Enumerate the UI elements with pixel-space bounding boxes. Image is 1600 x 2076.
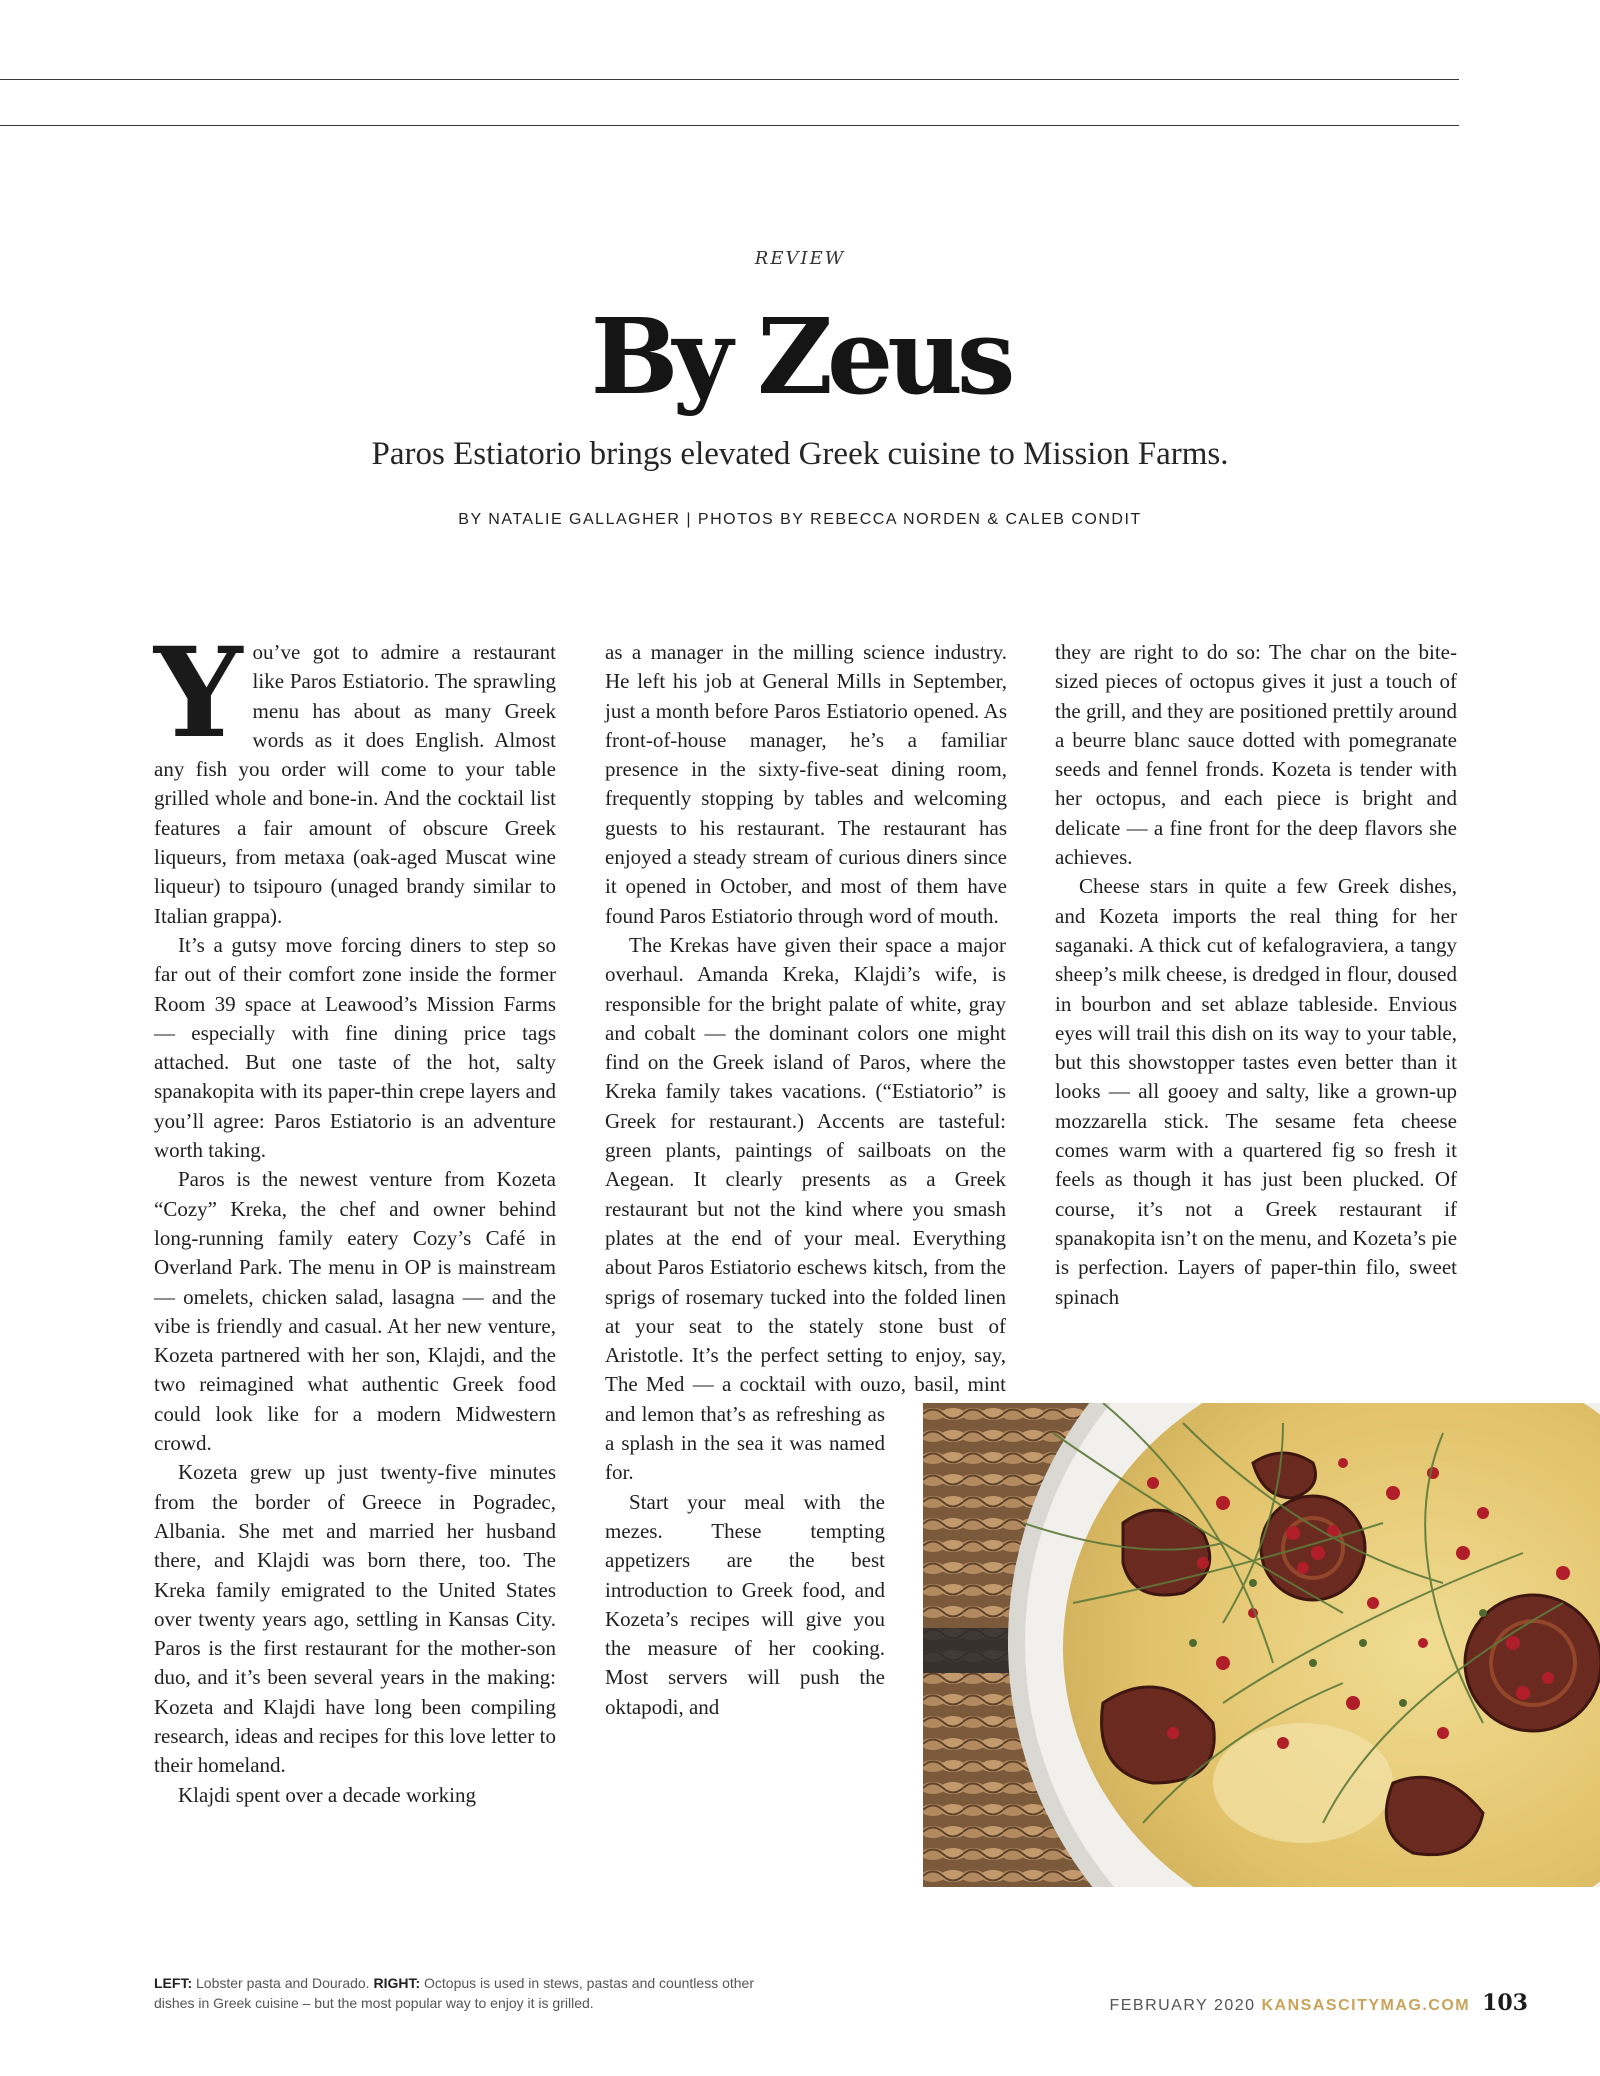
octopus-photo (923, 1403, 1600, 1887)
page-number: 103 (1482, 1990, 1528, 2016)
photo-caption (154, 1973, 774, 2013)
headline: By Zeus (590, 295, 1010, 418)
caption-right-label: RIGHT: (373, 1975, 421, 1991)
paragraph: The Krekas have given their space a major overhaul. Amanda Kreka, Klajdi’s wife, is responsible for the bright palate of white, gray and cobalt — the dominant colors one might find on the Greek island of Paros, where the Kreka family takes vacations. (“Estiatorio” is Greek for restaurant.) Accents are tasteful: green plants, paintings of sailboats on the Aegean. It clearly presents as a Greek restaurant but not the kind where you smash plates at the end of your meal. Everything about Paros Estiatorio eschews kitsch, from the sprigs of rosemary tucked into the folded linen at your seat to the stately stone bust of Aristotle. It’s the perfect setting to enjoy, say, The Med — a cocktail with ouzo, basil, mint and lemon that’s as refreshing as a splash in the sea it was named for. (605, 932, 1006, 1485)
caption-right-text: Octopus is used in stews, pastas and countless other dishes in Greek cuisine – but the most popular way to enjoy it is grilled. (154, 1975, 754, 2011)
paragraph: they are right to do so: The char on the bite-sized pieces of octopus gives it just a touch of the grill, and they are positioned prettily around a beurre blanc sauce dotted with pomegranate seeds and fennel fronds. Kozeta is tender with her octopus, and each piece is bright and delicate — a fine front for the deep flavors she achieves. (1055, 640, 1457, 870)
paragraph: You’ve got to admire a restaurant like Paros Estiatorio. The sprawling menu has about as many Greek words as it does English. Almost any fish you order will come to your table grilled whole and bone-in. And the cocktail list features a fair amount of obscure Greek liqueurs, from metaxa (oak-aged Muscat wine liqueur) to tsipouro (unaged brandy similar to Italian grappa). (154, 621, 556, 928)
second-rule (0, 125, 1459, 126)
paragraph: Paros is the newest venture from Kozeta “Cozy” Kreka, the chef and owner behind long-running family eatery Cozy’s Café in Overland Park. The menu in OP is mainstream — omelets, chicken salad, lasagna — and the vibe is friendly and casual. At her new venture, Kozeta partnered with her son, Klajdi, and the two reimagined what authentic Greek food could look like for a modern Midwestern crowd. (154, 1167, 556, 1456)
drop-cap: Y (154, 621, 243, 766)
paragraph: Start your meal with the mezes. These tempting appetizers are the best introduction to Greek food, and Kozeta’s recipes will give you the measure of her cooking. Most servers will push the oktapodi, and (605, 1489, 885, 1719)
paragraph: Klajdi spent over a decade working (178, 1782, 476, 1807)
page-footer (1109, 1990, 1528, 2016)
article-column-3 (1055, 638, 1457, 1312)
paragraph: It’s a gutsy move forcing diners to step so far out of their comfort zone inside the former Room 39 space at Leawood’s Mission Farms — especially with fine dining price tags attached. But one taste of the hot, salty spanakopita with its paper-thin crepe layers and you’ll agree: Paros Estiatorio is an adventure worth taking. (154, 932, 556, 1163)
issue-date: FEBRUARY 2020 (1109, 1997, 1256, 2014)
top-rule (0, 79, 1459, 80)
paragraph: as a manager in the milling science industry. He left his job at General Mills in September, just a month before Paros Estiatorio opened. As front-of-house manager, he’s a familiar presence in the sixty-five-seat dining room, frequently stopping by tables and welcoming guests to his restaurant. The restaurant has enjoyed a steady stream of curious diners since it opened in October, and most of them have found Paros Estiatorio through word of mouth. (605, 640, 1007, 928)
article-column-1 (154, 621, 556, 1810)
section-kicker: REVIEW (754, 248, 846, 269)
subheadline: Paros Estiatorio brings elevated Greek cuisine to Mission Farms. (371, 436, 1229, 472)
caption-left-label: LEFT: (154, 1975, 193, 1991)
paragraph: Cheese stars in quite a few Greek dishes, and Kozeta imports the real thing for her saganaki. A thick cut of kefalograviera, a tangy sheep’s milk cheese, is dredged in flour, doused in bourbon and set ablaze tableside. Envious eyes will trail this dish on its way to your table, but this showstopper tastes even better than it looks — all gooey and salty, like a grown-up mozzarella stick. The sesame feta cheese comes warm with a quartered fig so fresh it feels as though it has just been plucked. Of course, it’s not a Greek restaurant if spanakopita isn’t on the menu, and Kozeta’s pie is perfection. Layers of paper-thin filo, sweet spinach (1055, 874, 1458, 1309)
caption-left-text: Lobster pasta and Dourado. (196, 1975, 370, 1991)
paragraph: Kozeta grew up just twenty-five minutes from the border of Greece in Pogradec, Albania. She met and married her husband there, and Klajdi was born there, too. The Kreka family emigrated to the United States over twenty years ago, settling in Kansas City. Paros is the first restaurant for the mother-son duo, and it’s been several years in the making: Kozeta and Klajdi have long been compiling research, ideas and recipes for this love letter to their homeland. (154, 1460, 556, 1778)
website-link[interactable]: KANSASCITYMAG.COM (1261, 1997, 1471, 2014)
byline: BY NATALIE GALLAGHER | PHOTOS BY REBECCA NORDEN & CALEB CONDIT (458, 511, 1142, 528)
